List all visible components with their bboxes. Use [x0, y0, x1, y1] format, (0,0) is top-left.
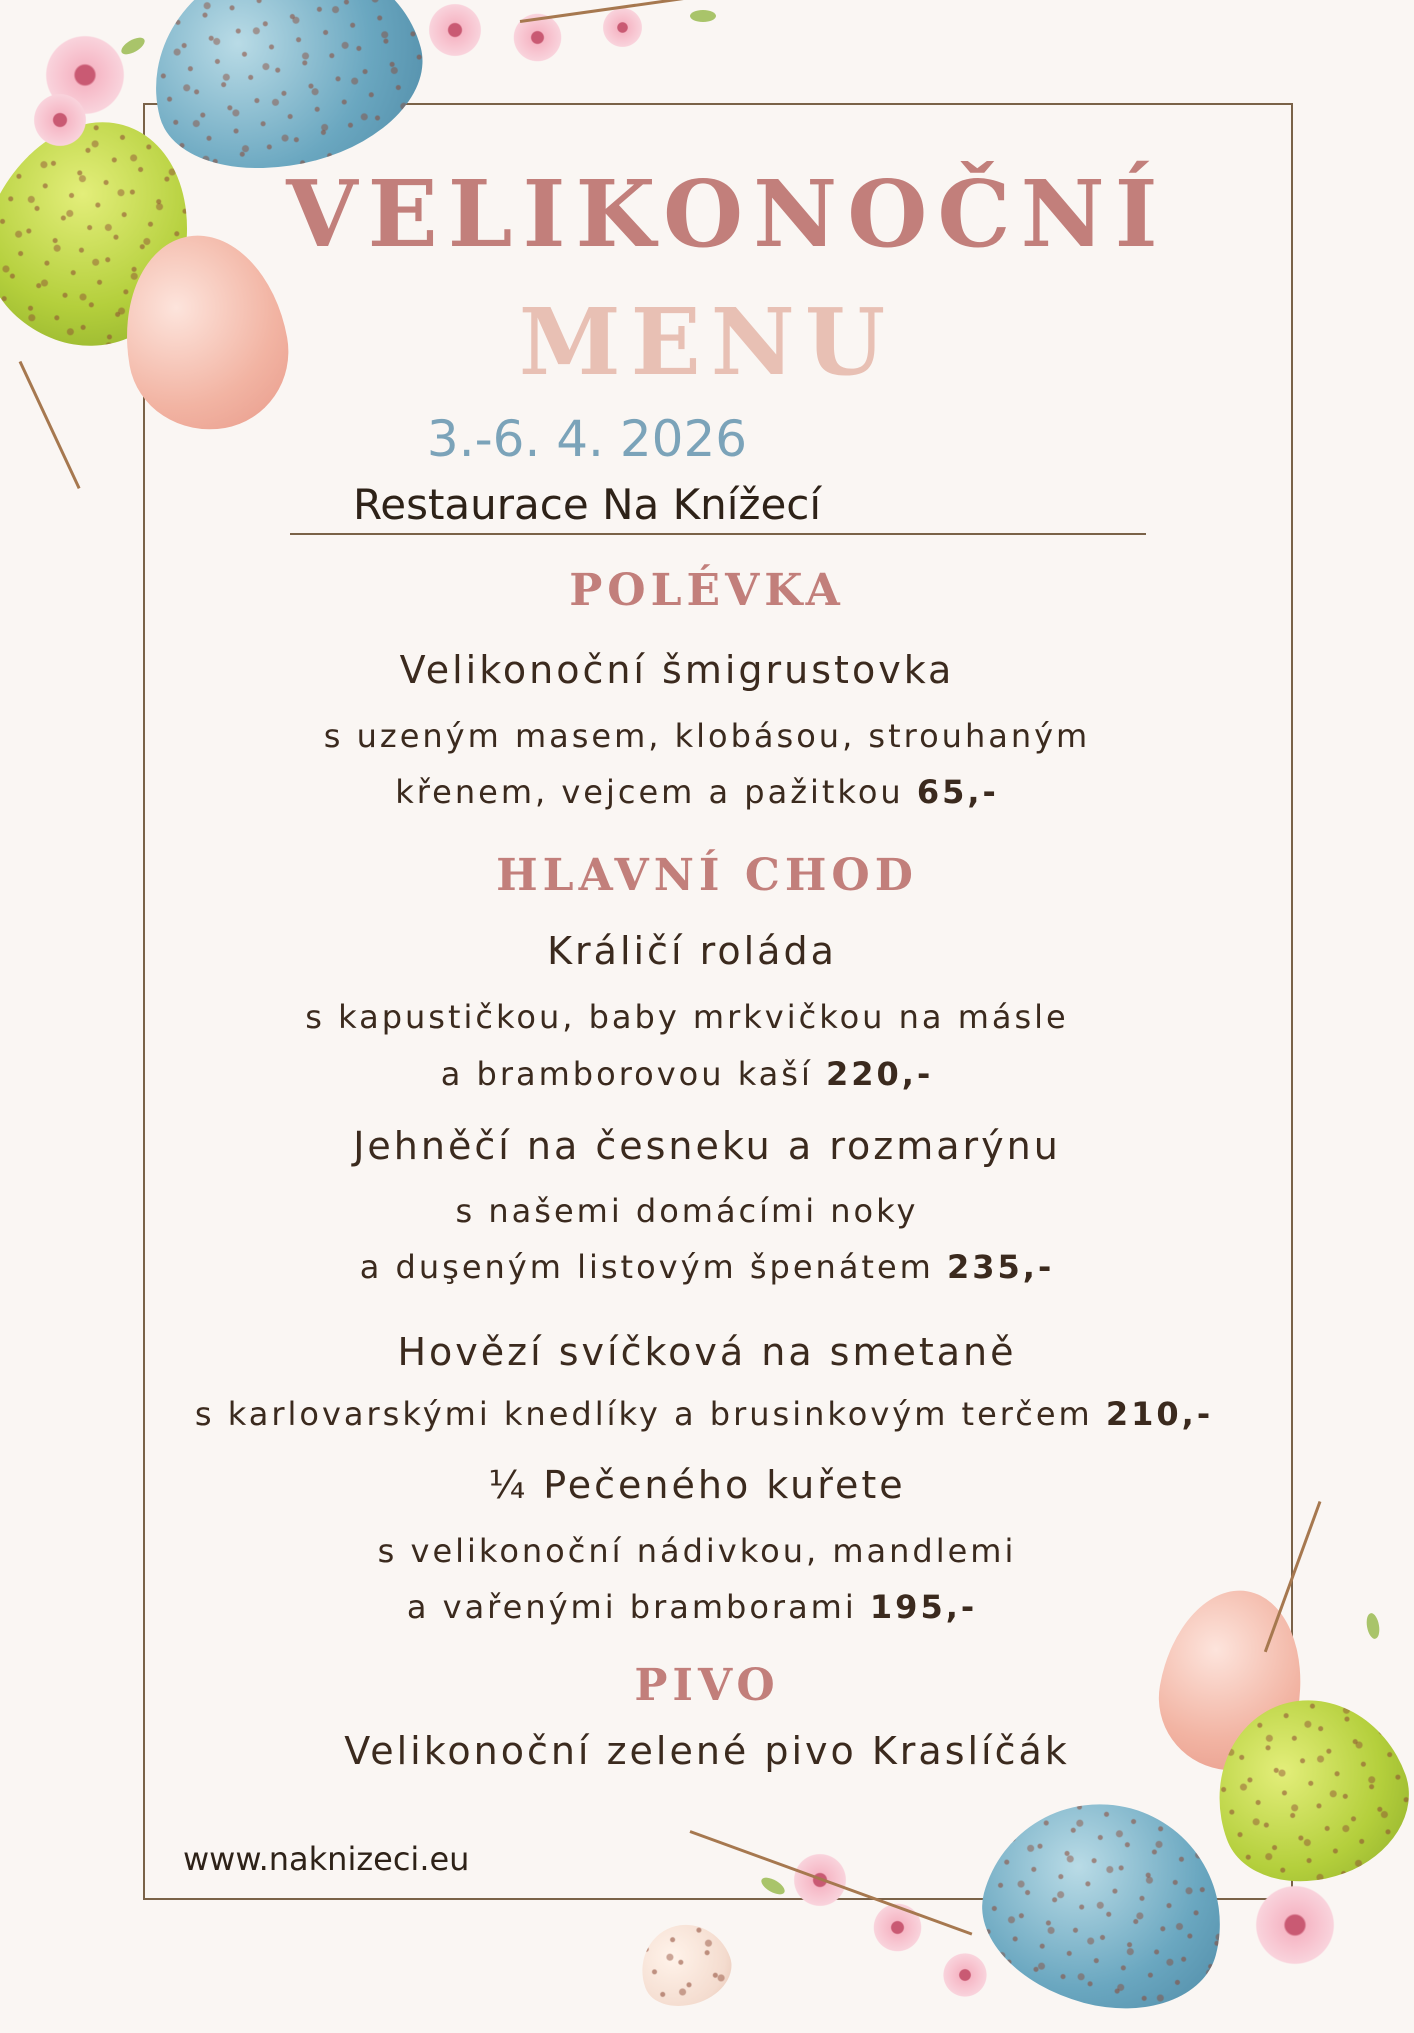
- dish-name: Jehněčí na česneku a rozmarýnu: [353, 1124, 1061, 1168]
- dish-name: Hovězí svíčková na smetaně: [397, 1330, 1017, 1374]
- dish-name: Králičí roláda: [547, 929, 837, 973]
- blossom-decoration: [30, 90, 90, 150]
- dish-description: s uzeným masem, klobásou, strouhaným: [323, 717, 1091, 755]
- dish-description: a vařenými bramborami 195,-: [406, 1588, 978, 1626]
- dish-name: Velikonoční šmigrustovka: [399, 648, 955, 692]
- restaurant-name: Restaurace Na Knížecí: [352, 480, 822, 529]
- section-heading-soup: POLÉVKA: [569, 565, 845, 616]
- dish-description: s velikonoční nádivkou, mandlemi: [377, 1532, 1017, 1570]
- cream-egg-decoration: [629, 1912, 741, 2018]
- dish-name: ¼ Pečeného kuřete: [488, 1463, 906, 1507]
- dish-description: křenem, vejcem a pažitkou 65,-: [395, 773, 999, 811]
- title-line-1: VELIKONOČNÍ: [286, 160, 1168, 268]
- dish-price: 235,-: [947, 1248, 1055, 1286]
- blossom-decoration: [1250, 1880, 1340, 1970]
- dish-price: 195,-: [869, 1588, 978, 1626]
- menu-date: 3.-6. 4. 2026: [426, 410, 748, 468]
- leaf-decoration: [119, 34, 148, 57]
- dish-name: Velikonoční zelené pivo Kraslíčák: [344, 1729, 1070, 1773]
- website-link[interactable]: www.naknizeci.eu: [183, 1840, 470, 1878]
- header-divider: [290, 533, 1146, 535]
- dish-description: s kapustičkou, baby mrkvičkou na másle: [305, 998, 1069, 1036]
- dish-description: s našemi domácími noky: [455, 1192, 919, 1230]
- blossom-decoration: [940, 1950, 990, 2000]
- dish-price: 210,-: [1105, 1395, 1214, 1433]
- dish-price: 65,-: [916, 773, 999, 811]
- blossom-decoration: [600, 5, 645, 50]
- dish-description: a duşeným listovým špenátem 235,-: [359, 1248, 1055, 1286]
- dish-description: s karlovarskými knedlíky a brusinkovým terčem 210,-: [194, 1395, 1214, 1433]
- section-heading-main: HLAVNÍ CHOD: [496, 850, 918, 901]
- title-line-2: MENU: [518, 288, 896, 396]
- dish-price: 220,-: [826, 1055, 934, 1093]
- leaf-decoration: [690, 10, 716, 22]
- blossom-decoration: [425, 0, 485, 60]
- dish-description: a bramborovou kaší 220,-: [440, 1055, 934, 1093]
- section-heading-beer: PIVO: [634, 1660, 780, 1711]
